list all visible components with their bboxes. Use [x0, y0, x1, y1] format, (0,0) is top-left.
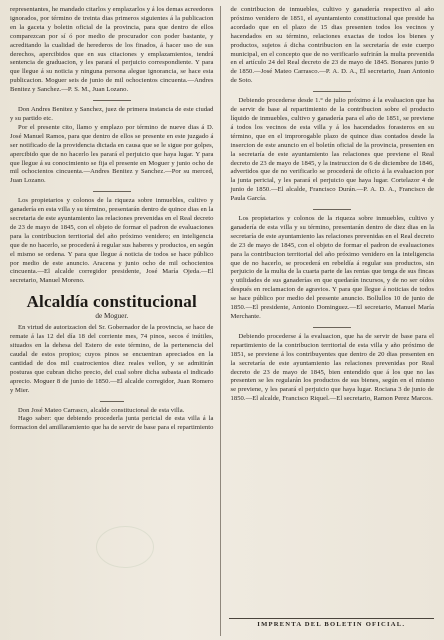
notice-text: Por el presente cito, llamo y emplazo por término de nueve dias á D. José Manuel Ramos, para que dentro de ellos se presente en este juzgado á ser notificado de la providencia dictada en causa que se le sigue por golpes, apercibido que de no hacerlo les parará el perjuicio que haya lugar. Y para que llegue á su conocimiento se fija el presente en Moguer y junio ocho de mil ochocientos cincuenta.—Andres Benitez y Sanchez.—Por su merced, Juan Lozano.	[10, 123, 214, 185]
notice-text: Los propietarios y colonos de la riqueza sobre inmuebles, cultivo y ganadería en esta villa y su término, presentarán dentro de quince dias en la secretaria de este ayuntamiento las relaciones prevenidas en el Real decreto de 23 de mayo de 1845, con el objeto de formar el padron de evaluaciones para la contribucion territorial del año próximo venidero; en inteligencia que de no hacerlo, se procederá á regular sus haberes y productos, en según el mismo se ordena. Y para que llegue á noticia de todos se hace público por medio de este anuncio. Aracena y junio ocho de mil ochocientos cincuenta.—El alcalde corregidor presidente, José María Ojeda.—El secretario, Manuel Moreno.	[10, 197, 214, 285]
divider	[100, 401, 124, 402]
notice-header: Don José Mateo Carrasco, alcalde constitucional de esta villa.	[18, 406, 185, 414]
notice-header: Don Andres Benitez y Sanchez, juez de primera instancia de este ciudad y su partido etc.	[10, 106, 214, 122]
notice-text: En virtud de autorizacion del Sr. Gobernador de la provincia, se hace de remate á las 12 del día 18 del corriente mes, 74 pinos, secos é inútiles, situados en la dehesa del Estero de este término, de la pertenencia del caudal de estos propios; cuyos pinos se encuentran apreciados en la cantidad de dos mil cuatrocientos diez reales vellon, y se admitirán posturas que cubran dicho precio, del cual sobre dicha subasta el indicado aprecio. Moguer 8 de junio de 1850.—El alcalde corregidor, Juan Romero y Mier.	[10, 324, 214, 394]
section-subtitle: de Moguer.	[95, 312, 129, 321]
notice-text: representantes, he mandado citarlos y emplazarlos y á los demas acreedores ignorados, por término de treinta dias primeros siguientes á la publicacion en la gaceta y boletin oficial de la provincia, para que dentro de ellos comparezcan por sí ó por medio de procurador con poder bastante, y acreditando la cualidad de herederos de los finados, á hacer uso de sus derechos, apercibidos que en sus citaciones y emplazamientos, tendrá sentencia de graduacion, y les parará el perjuicio correspondiente. Y para que llegue á su noticia y ninguna persona alegue ignorancia, se hace esta publicacion. Moguer seis de junio de mil ochocientos cincuenta.—Andres Benitez y Sanchez.—P. S. M., Juan Lozano.	[10, 6, 214, 94]
faded-stamp	[96, 526, 154, 568]
notice-text: Debiendo procederse á la evaluacion, que ha de servir de base para el repartimiento de la contribucion territorial de esta villa y año próximo de 1851, se previene á los contribuyentes que dentro de 20 dias presenten en la secretaría de este ayuntamiento las relaciones prevenidas por Real decreto de 23 de mayo de 1845, bien entendido que á los que no las presenten se les regularán los productos de sus bienes, según en el mismo se previene, y les parará el perjuicio que haya lugar. Rociana 3 de junio de 1850.—El alcalde, Francisco Riquel.—El secretario, Ramon Perez Marcos.	[230, 332, 434, 403]
divider	[313, 91, 351, 92]
printer-imprint: IMPRENTA DEL BOLETIN OFICIAL.	[229, 618, 435, 628]
divider	[93, 100, 131, 101]
section-heading	[10, 292, 214, 321]
section-title: Alcaldía constitucional	[26, 292, 197, 312]
divider	[93, 191, 131, 192]
right-column	[229, 6, 435, 636]
divider	[313, 209, 351, 210]
notice-text: Debiendo procederse desde 1.° de julio próximo á la evaluacion que ha de servir de base al repartimiento de la contribucion sobre el producto líquido de inmuebles, cultivo y ganadería para el año de 1851, se previene á todos los vecinos de esta villa y á los hacendados forasteros en su término, que en el improrogable plazo de quince dias contados desde la insercion de este anuncio en el boletín oficial de la provincia, presenten en la secretaría de este ayuntamiento las relaciones que previene el Real decreto de 23 de mayo de 1845, y la instruccion de 6 de diciembre de 1846, advertidos que de no verificarlo se procederá de oficio á la evaluacion por la junta pericial, y les parará el perjuicio que haya lugar. Cortelazor 4 de junio de 1850.—El alcalde, Francisco Durán.—P. A. D. A., Francisco de Paula García.	[230, 97, 434, 203]
notice-text: Los propietarios y colonos de la riqueza sobre inmuebles, cultivo y ganadería de esta villa y su término, presentarán dentro de diez dias en la secretaría de este ayuntamiento las relaciones prevenidas en el Real decreto de 23 de mayo de 1845, con el objeto de formar el padron de evaluaciones para la contribucion territorial del año próximo venidero en la inteligencia que de no hacerlo, se procederá en rebeldía á regular sus productos, sin perjuicio de la multa de la cuarta parte de las rentas que tenga de sus fincas y utilidades de sus ganaderías en que quedarán incursos, y de no ser oídos después en reclamacion de agravios. Y para que llegue á noticias de todos se hace público por medio del presente anuncio. Bollullos 10 de junio de 1850.—El presidente, Antonio Dominguez.—El secretario, Manuel María Merchante.	[230, 215, 434, 320]
divider	[313, 327, 351, 328]
notice-text: de contribucion de inmuebles, cultivo y ganadería respectivo al año próximo venidero de 1851, el ayuntamiento constitucional que preside ha acordado que en el plazo de 15 dias presenten todos los vecinos y hacendados en su término, relaciones exactas de todos los bienes y productos, sujetos á dicha contribucion en la secretaría de este cuerpo municipal, en el concepto que de no verificarlo sufrirán la multa prevenida en el artículo 24 del Real decreto de 23 de mayo de 1845. Bonares junio 9 de 1850.—José Mateo Carrasco.—P. A. D. A., El secretario, Juan Antonio de Soto.	[230, 6, 434, 85]
page-columns	[10, 6, 434, 636]
left-column	[10, 6, 221, 636]
notice-text: Hago saber: que debiendo procederla junta pericial de esta villa á la formacion del amillaramiento que ha de servir de base para el repartimiento	[10, 415, 214, 432]
